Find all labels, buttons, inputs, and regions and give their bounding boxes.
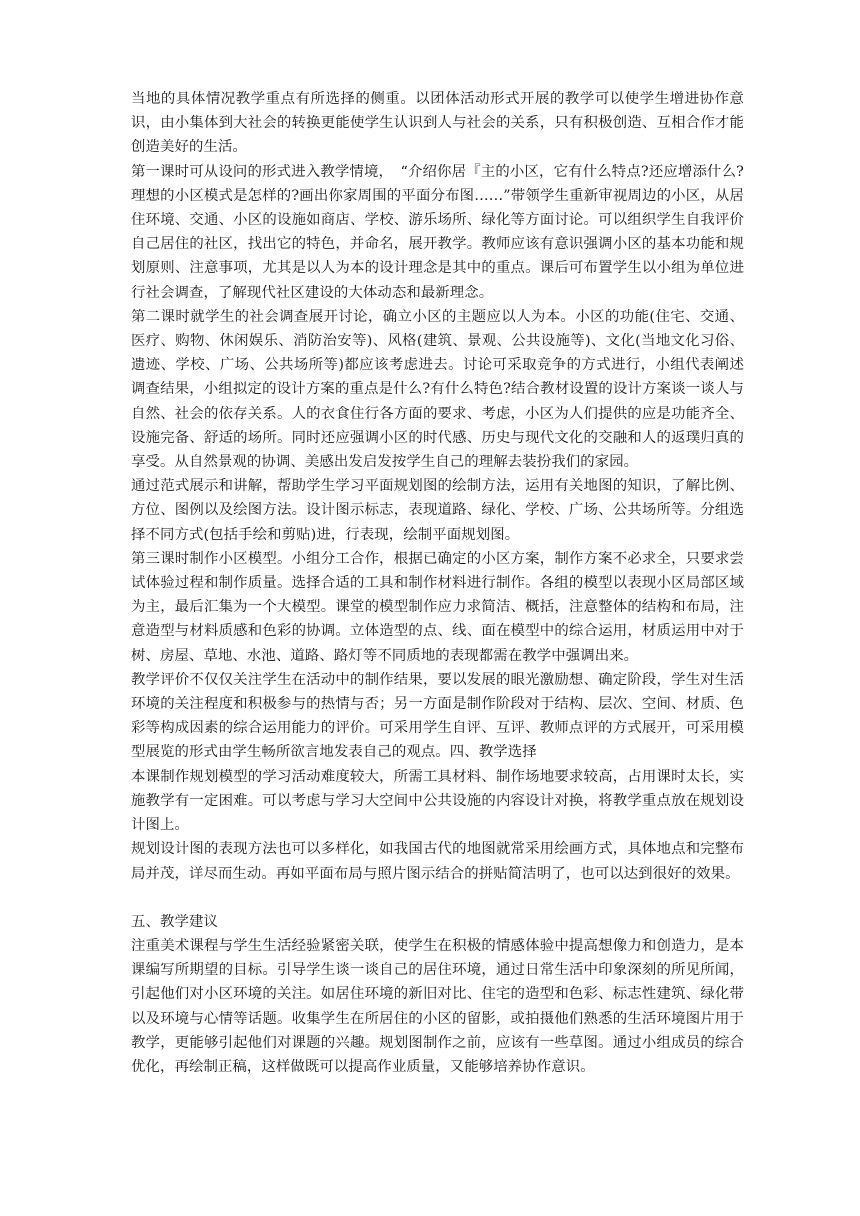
paragraph-evaluation: 教学评价不仅仅关注学生在活动中的制作结果，要以发展的眼光激励想、确定阶段，学生对生活环境的关注程度和积极参与的热情与否；另一方面是制作阶段对于结构、层次、空间、材质、色彩等构成因素的综合运用能力的评价。可采用学生自评、互评、教师点评的方式展开，可采用模型展览的形式由学生畅所欲言地发表自己的观点。四、教学选择: [131, 671, 744, 761]
paragraph-intro: 当地的具体情况教学重点有所选择的侧重。以团体活动形式开展的教学可以使学生增进协作意识，由小集体到大社会的转换更能使学生认识到人与社会的关系，只有积极创造、互相合作才能创造美好的生活。: [131, 91, 744, 156]
paragraph-map-drawing: 通过范式展示和讲解，帮助学生学习平面规划图的绘制方法，运用有关地图的知识，了解比例、方位、图例以及绘图方法。设计图示标志，表现道路、绿化、学校、广场、公共场所等。分组选择不同方式(包括手绘和剪贴)进，行表现，绘制平面规划图。: [131, 478, 744, 543]
paragraph-suggestions: 注重美术课程与学生生活经验紧密关联，使学生在积极的情感体验中提高想像力和创造力，是本课编写所期望的目标。引导学生谈一谈自己的居住环境，通过日常生活中印象深刻的所见所闻，引起他们对小区环境的关注。如居住环境的新旧对比、住宅的造型和色彩、标志性建筑、绿化带以及环境与心情等话题。收集学生在所居住的小区的留影，或拍摄他们熟悉的生活环境图片用于教学，更能够引起他们对课题的兴趣。规划图制作之前，应该有一些草图。通过小组成员的综合优化，再绘制正稿，这样做既可以提高作业质量，又能够培养协作意识。: [131, 937, 744, 1075]
document-page: [131, 87, 744, 1079]
paragraph-design-methods: 规划设计图的表现方法也可以多样化，如我国古代的地图就常采用绘画方式，具体地点和完整布局并茂，详尽而生动。再如平面布局与照片图示结合的拼贴简洁明了，也可以达到很好的效果。: [131, 841, 744, 882]
paragraph-teaching-choice: 本课制作规划模型的学习活动难度较大，所需工具材料、制作场地要求较高，占用课时太长，实施教学有一定困难。可以考虑与学习大空间中公共设施的内容设计对换，将教学重点放在规划设计图上。: [131, 768, 744, 834]
section-spacer: [131, 886, 744, 910]
paragraph-lesson-3: 第三课时制作小区模型。小组分工合作，根据已确定的小区方案，制作方案不必求全，只要求尝试体验过程和制作质量。选择合适的工具和制作材料进行制作。各组的模型以表现小区局部区域为主，最后汇集为一个大模型。课堂的模型制作应力求简洁、概括，注意整体的结构和布局，注意造型与材料质感和色彩的协调。立体造型的点、线、面在模型中的综合运用，材质运用中对于树、房屋、草地、水池、道路、路灯等不同质地的表现都需在教学中强调出来。: [131, 550, 744, 664]
section-5-heading: 五、教学建议: [131, 913, 218, 930]
paragraph-lesson-1: 第一课时可从设问的形式进入教学情境， “介绍你居『主的小区，它有什么特点?还应增添什么?理想的小区模式是怎样的?画出你家周围的平面分布图……”带领学生重新审视周边的小区，从居住环境、交通、小区的设施如商店、学校、游乐场所、绿化等方面讨论。可以组织学生自我评价自己居住的社区，找出它的特色，并命名，展开教学。教师应该有意识强调小区的基本功能和规划原则、注意事项，尤其是以人为本的设计理念是其中的重点。课后可布置学生以小组为单位进行社会调查，了解现代社区建设的大体动态和最新理念。: [131, 163, 744, 301]
paragraph-lesson-2: 第二课时就学生的社会调查展开讨论，确立小区的主题应以人为本。小区的功能(住宅、交通、医疗、购物、休闲娱乐、消防治安等)、风格(建筑、景观、公共设施等)、文化(当地文化习俗、遗迹、学校、广场、公共场所等)都应该考虑进去。讨论可采取竞争的方式进行，小组代表阐述调查结果，小组拟定的设计方案的重点是什么?有什么特色?结合教材设置的设计方案谈一谈人与自然、社会的依存关系。人的衣食住行各方面的要求、考虑，小区为人们提供的应是功能齐全、设施完备、舒适的场所。同时还应强调小区的时代感、历史与现代文化的交融和人的返璞归真的享受。从自然景观的协调、美感出发启发按学生自己的理解去装扮我们的家园。: [131, 308, 744, 471]
